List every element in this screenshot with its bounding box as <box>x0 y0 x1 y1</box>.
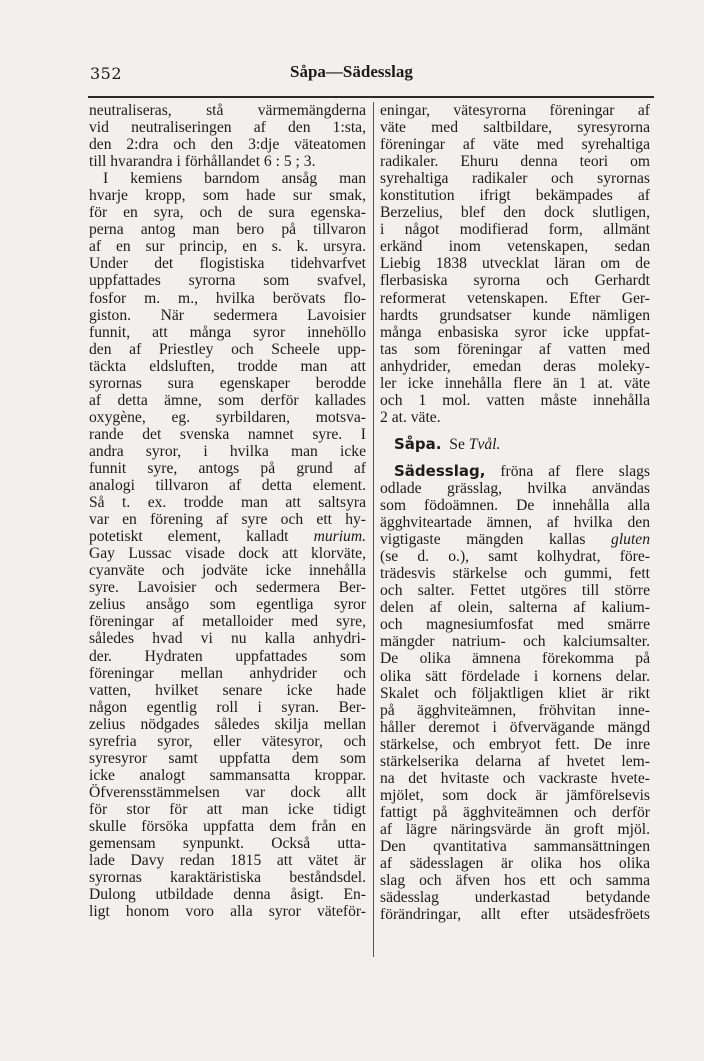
line-text: vigtigaste mängden kallas <box>380 531 586 549</box>
text-line <box>89 324 366 341</box>
page-number: 352 <box>90 64 123 83</box>
text-line <box>380 290 650 307</box>
line-text: rande det svenska namnet syre. I <box>89 425 366 443</box>
line-text: Den qvantitativa sammansättningen <box>380 837 650 855</box>
line-text: konstitution ifrigt bekämpades af <box>380 187 650 205</box>
line-text: mängder natrium- och kalciumsalter. <box>380 633 650 651</box>
line-text: hardts grundsatser kunde nämligen <box>380 306 650 324</box>
text-line <box>89 699 366 716</box>
line-text: för en syra, och de sura egenska- <box>89 204 366 222</box>
text-line <box>380 804 650 821</box>
header-rule <box>88 96 654 98</box>
text-line <box>89 579 366 596</box>
text-line <box>380 255 650 272</box>
line-text: många enbasiska syror icke uppfat- <box>380 323 650 341</box>
text-line <box>380 599 650 616</box>
line-text: oxygène, eg. syrbildaren, motsva- <box>89 408 366 426</box>
line-text: Öfverensstämmelsen var dock allt <box>89 783 366 801</box>
line-text: förändringar, allt efter utsädesfröets <box>380 906 650 924</box>
text-line <box>89 375 366 392</box>
text-line <box>380 548 650 565</box>
text-line <box>89 596 366 613</box>
line-text: syrornas karaktäristiska beståndsdel. <box>89 869 366 887</box>
line-text: håller deremot i öfvervägande mängd <box>380 718 650 736</box>
text-line <box>380 889 650 906</box>
line-text: täckta eldsluften, trodde man att <box>89 357 366 375</box>
text-line <box>89 733 366 750</box>
text-line <box>89 545 366 562</box>
line-text: således hvad vi nu kalla anhydri- <box>89 630 366 648</box>
text-line <box>380 187 650 204</box>
text-line <box>89 562 366 579</box>
line-text: stärkelserika delarna af hvetet lem- <box>380 752 650 770</box>
line-text: anhydrider, emedan deras moleky- <box>380 357 650 375</box>
text-line <box>89 238 366 255</box>
line-text: delen af olein, salterna af kalium- <box>380 599 650 617</box>
text-line <box>89 903 366 920</box>
line-text: syrornas sura egenskaper berodde <box>89 374 366 392</box>
text-line <box>380 770 650 787</box>
text-line <box>380 633 650 650</box>
text-line <box>380 616 650 633</box>
line-text: skulle försöka uppfatta dem från en <box>89 817 366 835</box>
line-text: och magnesiumfosfat med smärre <box>380 616 650 634</box>
line-text: ler icke innehålla flere än 1 at. väte <box>380 374 650 392</box>
line-text: fattigt på ägghviteämnen och derför <box>380 803 650 821</box>
text-line <box>380 565 650 582</box>
cross-reference: Tvål. <box>468 435 501 453</box>
line-text: Liebig 1838 utvecklat läran om de <box>380 255 650 273</box>
headword-sadesslag: Sädesslag, <box>394 461 486 480</box>
text-line <box>380 787 650 804</box>
line-text: tas som föreningar af vatten med <box>380 340 650 358</box>
line-text: icke analogt sammansatta kroppar. <box>89 766 366 784</box>
text-line <box>380 409 650 426</box>
line-text: hvarje kropp, som hade sur smak, <box>89 187 366 205</box>
text-line <box>89 460 366 477</box>
text-line <box>89 409 366 426</box>
text-line <box>380 392 650 409</box>
line-text: De olika ämnena förekomma på <box>380 650 650 668</box>
line-text: Gay Lussac visade dock att klorväte, <box>89 545 366 563</box>
line-text: ligt honom voro alla syror väteför- <box>89 903 366 921</box>
line-text: perna antog man bero på tillvaron <box>89 221 366 239</box>
line-text: af sädesslagen är olika hos olika <box>380 855 650 873</box>
see-label: Se <box>449 435 465 453</box>
entry-sapa <box>380 436 650 453</box>
text-line <box>89 358 366 375</box>
line-text: af en sur princip, en s. k. ursyra. <box>89 238 366 256</box>
text-line <box>89 767 366 784</box>
text-line <box>89 886 366 903</box>
text-line <box>380 375 650 392</box>
line-text: I kemiens barndom ansåg man <box>103 170 366 188</box>
line-text: någon egentlig roll i syran. Ber- <box>89 698 366 716</box>
page-header <box>90 62 650 92</box>
text-line <box>89 682 366 699</box>
line-text: syresyror samt uppfatta dem som <box>89 749 366 767</box>
text-line <box>89 818 366 835</box>
line-text: zelius nödgades således skilja mellan <box>89 715 366 733</box>
text-line <box>380 102 650 119</box>
line-text: syre. Lavoisier och sedermera Ber- <box>89 579 366 597</box>
line-text: olika sätt fördelade i kornens delar. <box>380 667 650 685</box>
text-line <box>380 650 650 667</box>
italic-term: murium. <box>313 528 366 546</box>
text-line <box>89 852 366 869</box>
text-line <box>380 668 650 685</box>
text-line <box>380 855 650 872</box>
entry-sadesslag-body <box>380 480 650 923</box>
line-text: Berzelius, blef den dock slutligen, <box>380 204 650 222</box>
text-line <box>380 582 650 599</box>
line-text: den 2:dra och den 3:dje väteatomen <box>89 136 366 154</box>
text-line <box>380 531 650 548</box>
line-text: (se d. o.), samt kolhydrat, före- <box>380 548 650 566</box>
line-text: na det hvitaste och vackraste hvete- <box>380 769 650 787</box>
text-line <box>380 872 650 889</box>
line-text: syrefria syror, eller vätesyror, och <box>89 732 366 750</box>
line-text: föreningar af metalloider med syre, <box>89 613 366 631</box>
text-line <box>380 736 650 753</box>
line-text: trädesvis stärkelse och gummi, fett <box>380 565 650 583</box>
line-text: zelius ansågo som egentliga syror <box>89 596 366 614</box>
left-column <box>89 102 366 920</box>
line-text: den af Priestley och Scheele upp- <box>89 340 366 358</box>
text-line <box>380 480 650 497</box>
line-text: af lägre näringsvärde än groft mjöl. <box>380 820 650 838</box>
text-line <box>89 801 366 818</box>
text-line <box>89 204 366 221</box>
text-line <box>380 753 650 770</box>
line-text: stärkelse, och embryot fett. De inre <box>380 735 650 753</box>
line-text: lade Davy redan 1815 att vätet är <box>89 852 366 870</box>
line-text: funnit syre, antogs på grund af <box>89 459 366 477</box>
right-column <box>380 102 650 923</box>
text-line <box>89 341 366 358</box>
text-line <box>89 255 366 272</box>
text-line <box>380 497 650 514</box>
line-text: andra syror, i hvilka man icke <box>89 442 366 460</box>
headword-sapa: Såpa. <box>394 434 442 453</box>
text-line <box>380 238 650 255</box>
text-line <box>89 869 366 886</box>
entry-sadesslag-first-line <box>380 463 650 480</box>
text-line <box>380 702 650 719</box>
line-text: uppfattades syrorna som svafvel, <box>89 272 366 290</box>
text-line <box>89 477 366 494</box>
line-text: odlade grässlag, hvilka användas <box>380 479 650 497</box>
text-line <box>89 716 366 733</box>
line-text: eningar, vätesyrorna föreningar af <box>380 102 650 119</box>
text-line <box>380 221 650 238</box>
line-text: flerbasiska syrorna och Gerhardt <box>380 272 650 290</box>
text-line <box>380 136 650 153</box>
line-text: väte med saltbildare, syresyrorna <box>380 119 650 137</box>
text-line <box>89 835 366 852</box>
line-text: ägghviteartade ämnen, af hvilka den <box>380 514 650 532</box>
text-line <box>380 153 650 170</box>
text-line <box>380 906 650 923</box>
line-text: af detta ämne, som derför kallades <box>89 391 366 409</box>
line-text: syrehaltiga radikaler och syrornas <box>380 170 650 188</box>
line-text: potetiskt element, kalladt <box>89 528 289 546</box>
line-text: giston. När sedermera Lavoisier <box>89 306 366 324</box>
text-line <box>380 838 650 855</box>
line-text: neutraliseras, stå värmemängderna <box>89 102 366 119</box>
text-line <box>89 119 366 136</box>
text-line <box>380 307 650 324</box>
line-text: Skalet och följaktligen kliet är rikt <box>380 684 650 702</box>
text-line <box>89 613 366 630</box>
text-line <box>89 494 366 511</box>
line-text: i något modifierad form, allmänt <box>380 221 650 239</box>
line-text: Under det flogistiska tidehvarfvet <box>89 255 366 273</box>
sadesslag-first-text: fröna af flere slags <box>500 462 650 480</box>
line-text: för stor för att man icke tidigt <box>89 800 366 818</box>
text-line <box>380 685 650 702</box>
line-text: och 1 mol. vatten måste innehålla <box>380 391 650 409</box>
text-line <box>380 272 650 289</box>
text-line <box>89 750 366 767</box>
text-line <box>89 221 366 238</box>
line-text: mjölet, som dock är jämförelsevis <box>380 786 650 804</box>
line-text: föreningar af väte med syrehaltiga <box>380 136 650 154</box>
text-line <box>89 170 366 187</box>
text-line <box>89 272 366 289</box>
text-line <box>89 187 366 204</box>
text-line <box>89 665 366 682</box>
text-line <box>89 784 366 801</box>
text-line <box>380 204 650 221</box>
text-line <box>89 511 366 528</box>
line-text: till hvarandra i förhållandet 6 : 5 ; 3. <box>89 153 316 171</box>
line-text: gemensam synpunkt. Också utta- <box>89 835 366 853</box>
line-text: cyanväte och jodväte icke innehålla <box>89 562 366 580</box>
line-text: föreningar mellan anhydrider och <box>89 664 366 682</box>
text-line <box>380 358 650 375</box>
line-text: var en förening af syre och ett hy- <box>89 511 366 529</box>
line-text: reformerat vetenskapen. Efter Ger- <box>380 289 650 307</box>
text-line <box>380 170 650 187</box>
text-line <box>89 102 366 119</box>
line-text: der. Hydraten uppfattades som <box>89 647 366 665</box>
text-line <box>89 426 366 443</box>
text-line <box>89 392 366 409</box>
line-text: slag och äfven hos ett och samma <box>380 872 650 890</box>
line-text: erkänd inom vetenskapen, sedan <box>380 238 650 256</box>
text-line <box>89 528 366 545</box>
text-line <box>380 514 650 531</box>
text-line <box>380 821 650 838</box>
line-text: fosfor m. m., hvilka berövats flo- <box>89 289 366 307</box>
line-text: och salter. Fettet utgöres till större <box>380 582 650 600</box>
text-line <box>89 290 366 307</box>
italic-term: gluten <box>611 531 650 549</box>
line-text: 2 at. väte. <box>380 408 441 426</box>
line-text: på ägghviteämnen, fröhvitan inne- <box>380 701 650 719</box>
text-line <box>89 307 366 324</box>
running-title: Såpa—Sädesslag <box>290 62 413 81</box>
line-text: som födoämnen. De innehålla alla <box>380 497 650 515</box>
text-line <box>89 630 366 647</box>
text-line <box>89 153 366 170</box>
line-text: analogi tillvaron af detta element. <box>89 477 366 495</box>
column-divider <box>373 102 374 957</box>
line-text: vid neutraliseringen af den 1:sta, <box>89 119 366 137</box>
article-continuation <box>380 102 650 426</box>
text-line <box>380 324 650 341</box>
text-line <box>89 648 366 665</box>
line-text: sädesslag underkastad betydande <box>380 889 650 907</box>
line-text: Dulong utbildade denna åsigt. En- <box>89 886 366 904</box>
line-text: radikaler. Ehuru denna teori om <box>380 153 650 171</box>
text-line <box>89 136 366 153</box>
line-text: vatten, hvilket senare icke hade <box>89 681 366 699</box>
text-line <box>380 341 650 358</box>
text-line <box>380 119 650 136</box>
line-text: Så t. ex. trodde man att saltsyra <box>89 494 366 512</box>
line-text: funnit, att många syror innehöllo <box>89 323 366 341</box>
text-line <box>380 719 650 736</box>
text-line <box>89 443 366 460</box>
